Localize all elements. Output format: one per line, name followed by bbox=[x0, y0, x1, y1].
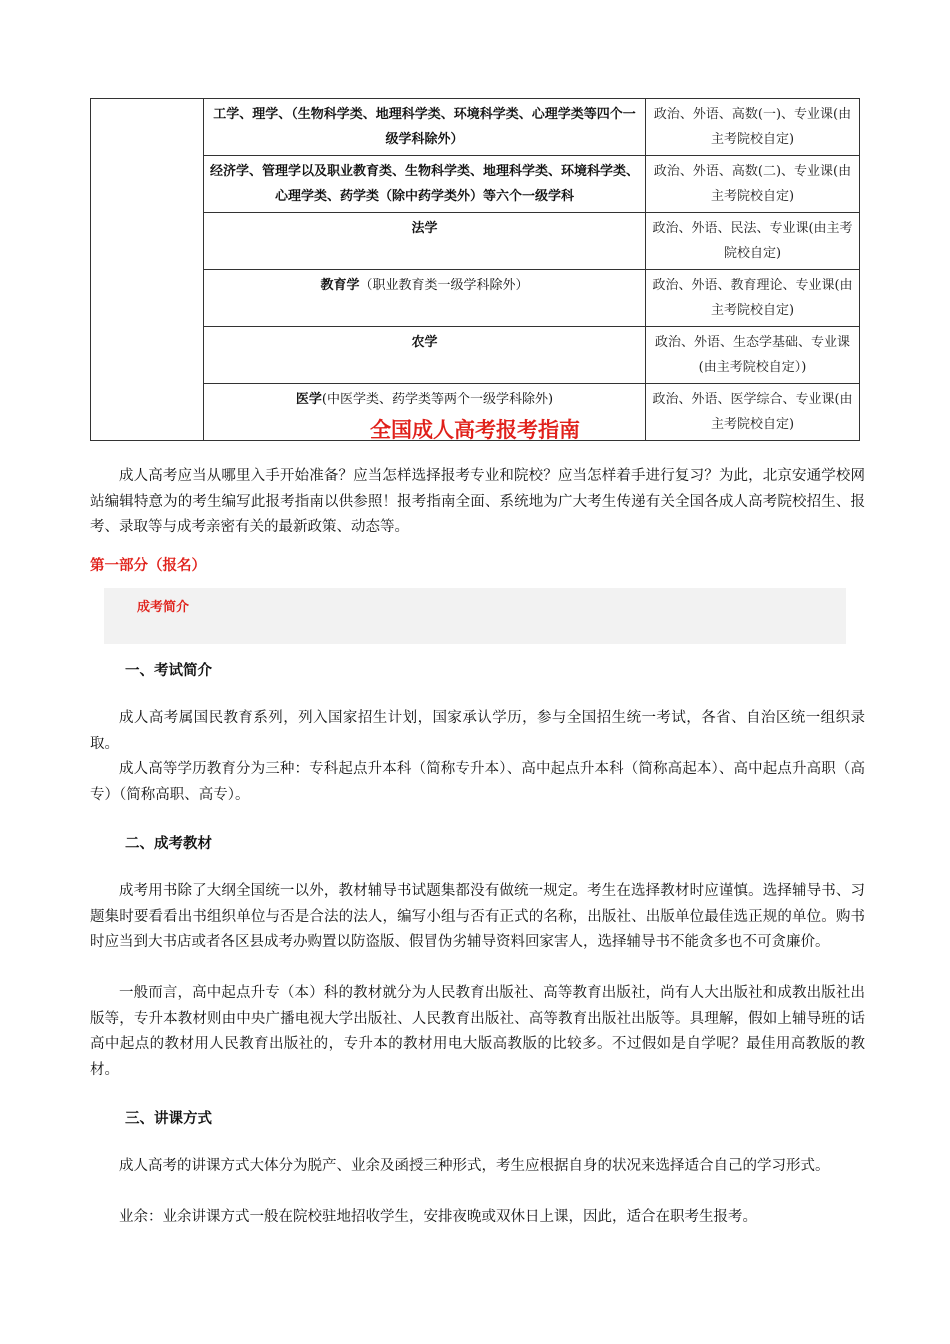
subject-cell: 农学 bbox=[204, 327, 646, 384]
part-one-heading: 第一部分（报名） bbox=[90, 557, 206, 574]
intro-paragraph: 成人高考应当从哪里入手开始准备？应当怎样选择报考专业和院校？应当怎样着手进行复习？为此，北京安通学校网站编辑特意为的考生编写此报考指南以供参照！报考指南全面、系统地为广大考生传递有关全国各成人高考院校招生、报考、录取等与成考亲密有关的最新政策、动态等。 bbox=[90, 468, 865, 535]
table-row bbox=[91, 156, 860, 213]
paragraph: 业余：业余讲课方式一般在院校驻地招收学生，安排夜晚或双休日上课，因此，适合在职考生报考。 bbox=[119, 1209, 757, 1225]
table-row bbox=[91, 327, 860, 384]
page-title: 全国成人高考报考指南 bbox=[370, 418, 580, 442]
table-row bbox=[91, 99, 860, 156]
table-row bbox=[91, 213, 860, 270]
subject-exam-table bbox=[90, 98, 860, 441]
exam-cell: 政治、外语、教育理论、专业课(由主考院校自定) bbox=[646, 270, 860, 327]
exam-cell: 政治、外语、医学综合、专业课(由主考院校自定) bbox=[646, 384, 860, 441]
section-heading-teaching-mode: 三、讲课方式 bbox=[125, 1110, 212, 1127]
exam-cell: 政治、外语、高数(二)、专业课(由主考院校自定) bbox=[646, 156, 860, 213]
subject-cell: 教育学（职业教育类一级学科除外） bbox=[204, 270, 646, 327]
paragraph: 成考用书除了大纲全国统一以外，教材辅导书试题集都没有做统一规定。考生在选择教材时应谨慎。选择辅导书、习题集时要看看出书组织单位与否是合法的法人，编写小组与否有正式的名称，出版社、出版单位最佳选正规的单位。购书时应当到大书店或者各区县成考办购置以防盗版、假冒伪劣辅导资料回家害人，选择辅导书不能贪多也不可贪廉价。 bbox=[90, 883, 865, 950]
section-heading-textbooks: 二、成考教材 bbox=[125, 835, 212, 852]
table-row bbox=[91, 270, 860, 327]
section-box-label: 成考简介 bbox=[137, 600, 190, 615]
section-box bbox=[104, 588, 846, 644]
paragraph: 一般而言，高中起点升专（本）科的教材就分为人民教育出版社、高等教育出版社，尚有人大出版社和成教出版社出版等，专升本教材则由中央广播电视大学出版社、人民教育出版社、高等教育出版社出版等。具理解，假如上辅导班的话高中起点的教材用人民教育出版社的，专升本的教材用电大版高教版的比较多。不过假如是自学呢？最佳用高教版的教材。 bbox=[90, 985, 865, 1078]
paragraph: 成人高考属国民教育系列，列入国家招生计划，国家承认学历，参与全国招生统一考试，各省、自治区统一组织录取。 bbox=[90, 710, 865, 752]
exam-cell: 政治、外语、生态学基础、专业课(由主考院校自定）) bbox=[646, 327, 860, 384]
section-heading-exam-intro: 一、考试简介 bbox=[125, 662, 212, 679]
subject-cell: 经济学、管理学以及职业教育类、生物科学类、地理科学类、环境科学类、心理学类、药学类（除中药学类外）等六个一级学科 bbox=[204, 156, 646, 213]
merged-category-cell bbox=[91, 99, 204, 441]
subject-cell: 医学(中医学类、药学类等两个一级学科除外) bbox=[204, 384, 646, 441]
subject-cell: 工学、理学、（生物科学类、地理科学类、环境科学类、心理学类等四个一级学科除外） bbox=[204, 99, 646, 156]
subject-cell: 法学 bbox=[204, 213, 646, 270]
paragraph: 成人高考的讲课方式大体分为脱产、业余及函授三种形式，考生应根据自身的状况来选择适合自己的学习形式。 bbox=[119, 1158, 830, 1174]
exam-cell: 政治、外语、高数(一)、专业课(由主考院校自定) bbox=[646, 99, 860, 156]
paragraph: 成人高等学历教育分为三种：专科起点升本科（简称专升本）、高中起点升本科（简称高起本）、高中起点升高职（高专）（简称高职、高专）。 bbox=[90, 761, 865, 803]
exam-cell: 政治、外语、民法、专业课(由主考院校自定) bbox=[646, 213, 860, 270]
